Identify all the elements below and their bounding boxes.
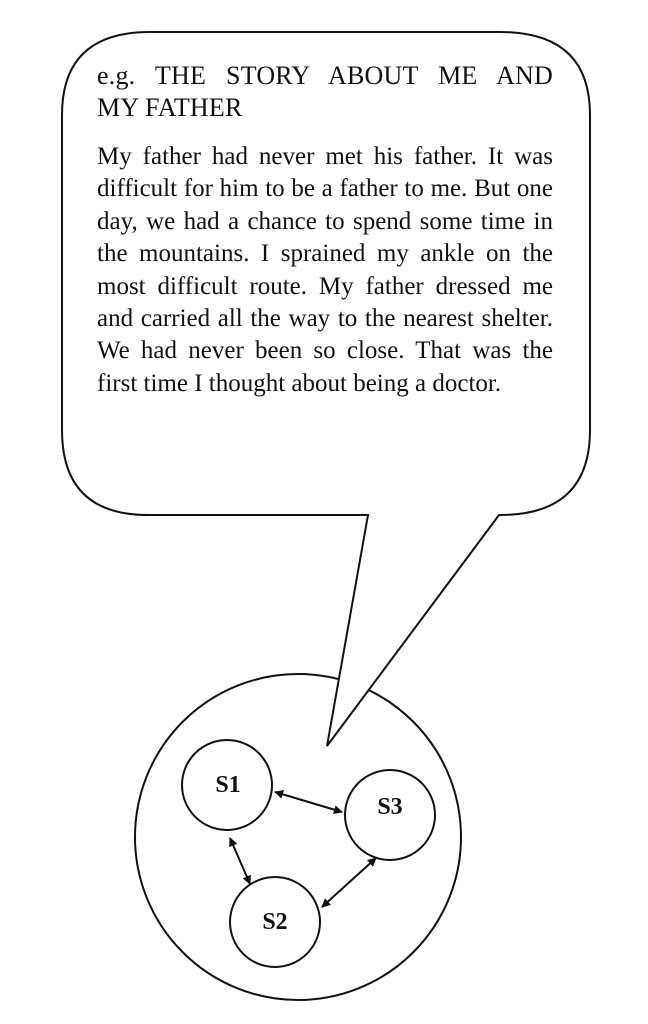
story-title-line2: MY FATHER [97,93,243,122]
node-label-s2: S2 [262,909,288,935]
story-title [97,60,553,124]
story-title-line1: e.g. THE STORY ABOUT ME AND [97,61,553,90]
node-label-s1: S1 [215,772,241,798]
node-label-s3: S3 [377,794,403,820]
story-body: My father had never met his father. It was difficult for him to be a father to me. But one day, we had a chance to spend some time in the mountains. I sprained my ankle on the most difficult route. My father dressed me and carried all the way to the nearest shelter. We had never been so close. That was the first time I thought about being a doctor. [97,143,553,397]
